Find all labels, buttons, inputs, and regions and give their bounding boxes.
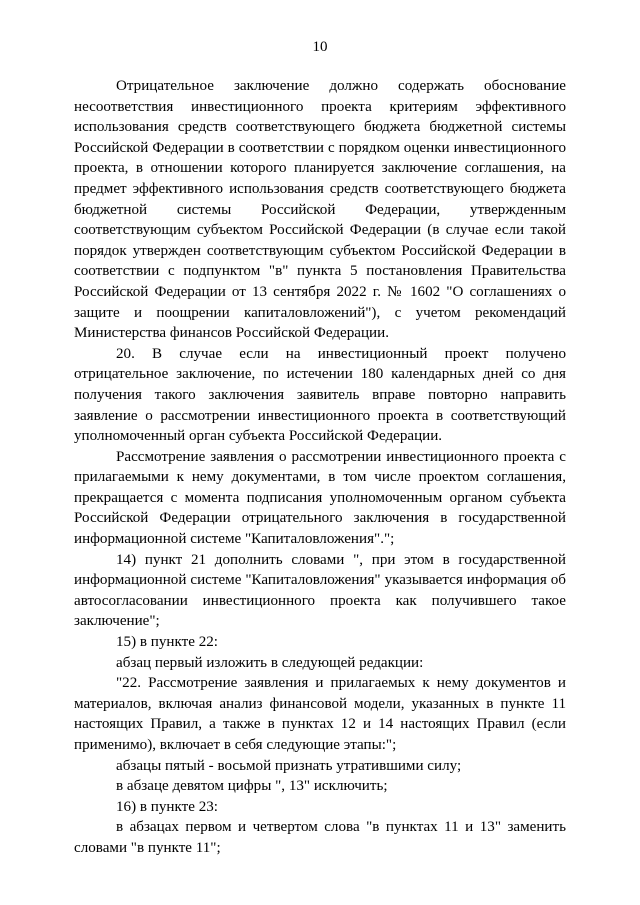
- paragraph-subitem-14: 14) пункт 21 дополнить словами ", при этом в государственной информационной системе "Капиталовложения" указывается информация об автосогласовании инвестиционного проекта как получившего такое заключение";: [74, 551, 566, 630]
- paragraph-first-clause-wording: абзац первый изложить в следующей редакции:: [116, 654, 424, 671]
- paragraph-clauses-void: абзацы пятый - восьмой признать утратившими силу;: [116, 757, 462, 774]
- paragraph-subitem-15: 15) в пункте 22:: [116, 634, 218, 651]
- paragraph-subitem-16: 16) в пункте 23:: [116, 798, 218, 815]
- paragraph-ninth-clause: в абзаце девятом цифры ", 13" исключить;: [116, 778, 388, 795]
- paragraph-item-22-text: "22. Рассмотрение заявления и прилагаемых к нему документов и материалов, включая анализ финансовой модели, указанных в пункте 11 настоящих Правил, а также в пунктах 12 и 14 настоящих Правил (если применимо), включает в себя следующие этапы:";: [74, 675, 566, 753]
- document-body: [74, 76, 566, 859]
- page-number: 10: [312, 39, 328, 55]
- paragraph-item-20: 20. В случае если на инвестиционный проект получено отрицательное заключение, по истечении 180 календарных дней со дня получения такого заключения заявитель вправе повторно направить заявление о рассмотрении инвестиционного проекта в соответствующий уполномоченный орган субъекта Российской Федерации.: [74, 345, 566, 445]
- paragraph-review-termination: Рассмотрение заявления о рассмотрении инвестиционного проекта с прилагаемыми к нему документами, в том числе проектом соглашения, прекращается с момента подписания уполномоченным органом субъекта Российской Федерации отрицательного заключения в государственной информационной системе "Капиталовложения".";: [74, 448, 566, 548]
- paragraph-negative-conclusion: Отрицательное заключение должно содержать обоснование несоответствия инвестиционного проекта критериям эффективного использования средств соответствующего бюджета бюджетной системы Российской Федерации в соответствии с порядком оценки инвестиционного проекта, в отношении которого планируется заключение соглашения, на предмет эффективного использования средств соответствующего бюджета бюджетной системы Российской Федерации, утвержденным соответствующим субъектом Российской Федерации (в случае если такой порядок утвержден соответствующим субъектом Российской Федерации в соответствии с подпунктом "в" пункта 5 постановления Правительства Российской Федерации от 13 сентября 2022 г. № 1602 "О соглашениях о защите и поощрении капиталовложений"), с учетом рекомендаций Министерства финансов Российской Федерации.: [74, 78, 566, 342]
- paragraph-words-replacement: в абзацах первом и четвертом слова "в пунктах 11 и 13" заменить словами "в пункте 11";: [74, 819, 566, 856]
